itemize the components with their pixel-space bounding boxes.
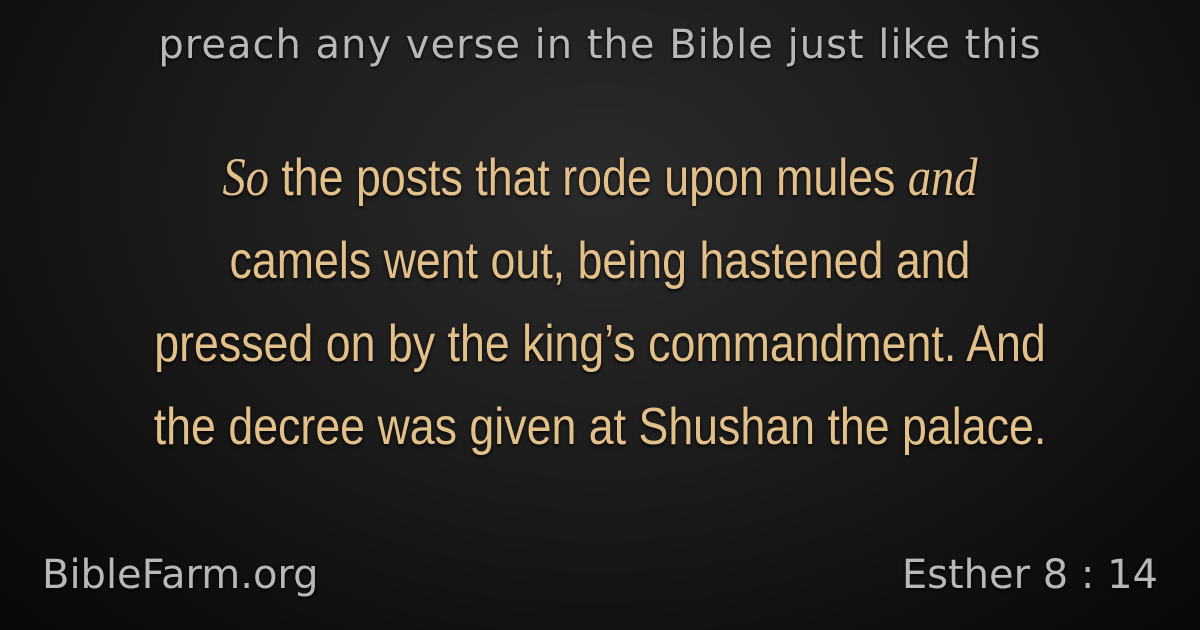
verse-line-2: camels went out, being hastened and: [229, 232, 971, 290]
verse-italic-and: and: [907, 147, 978, 207]
verse-text: [118, 136, 1081, 469]
verse-line-3: pressed on by the king’s commandment. And: [154, 315, 1046, 373]
verse-line-4: the decree was given at Shushan the palace.: [153, 398, 1047, 456]
verse-line-1: [118, 136, 1081, 220]
site-name: BibleFarm.org: [42, 552, 319, 598]
tagline: preach any verse in the Bible just like this: [158, 22, 1042, 68]
verse-italic-so: So: [222, 147, 269, 207]
verse-reference: Esther 8 : 14: [901, 552, 1158, 598]
verse-line-1-text: the posts that rode upon mules: [268, 149, 908, 207]
